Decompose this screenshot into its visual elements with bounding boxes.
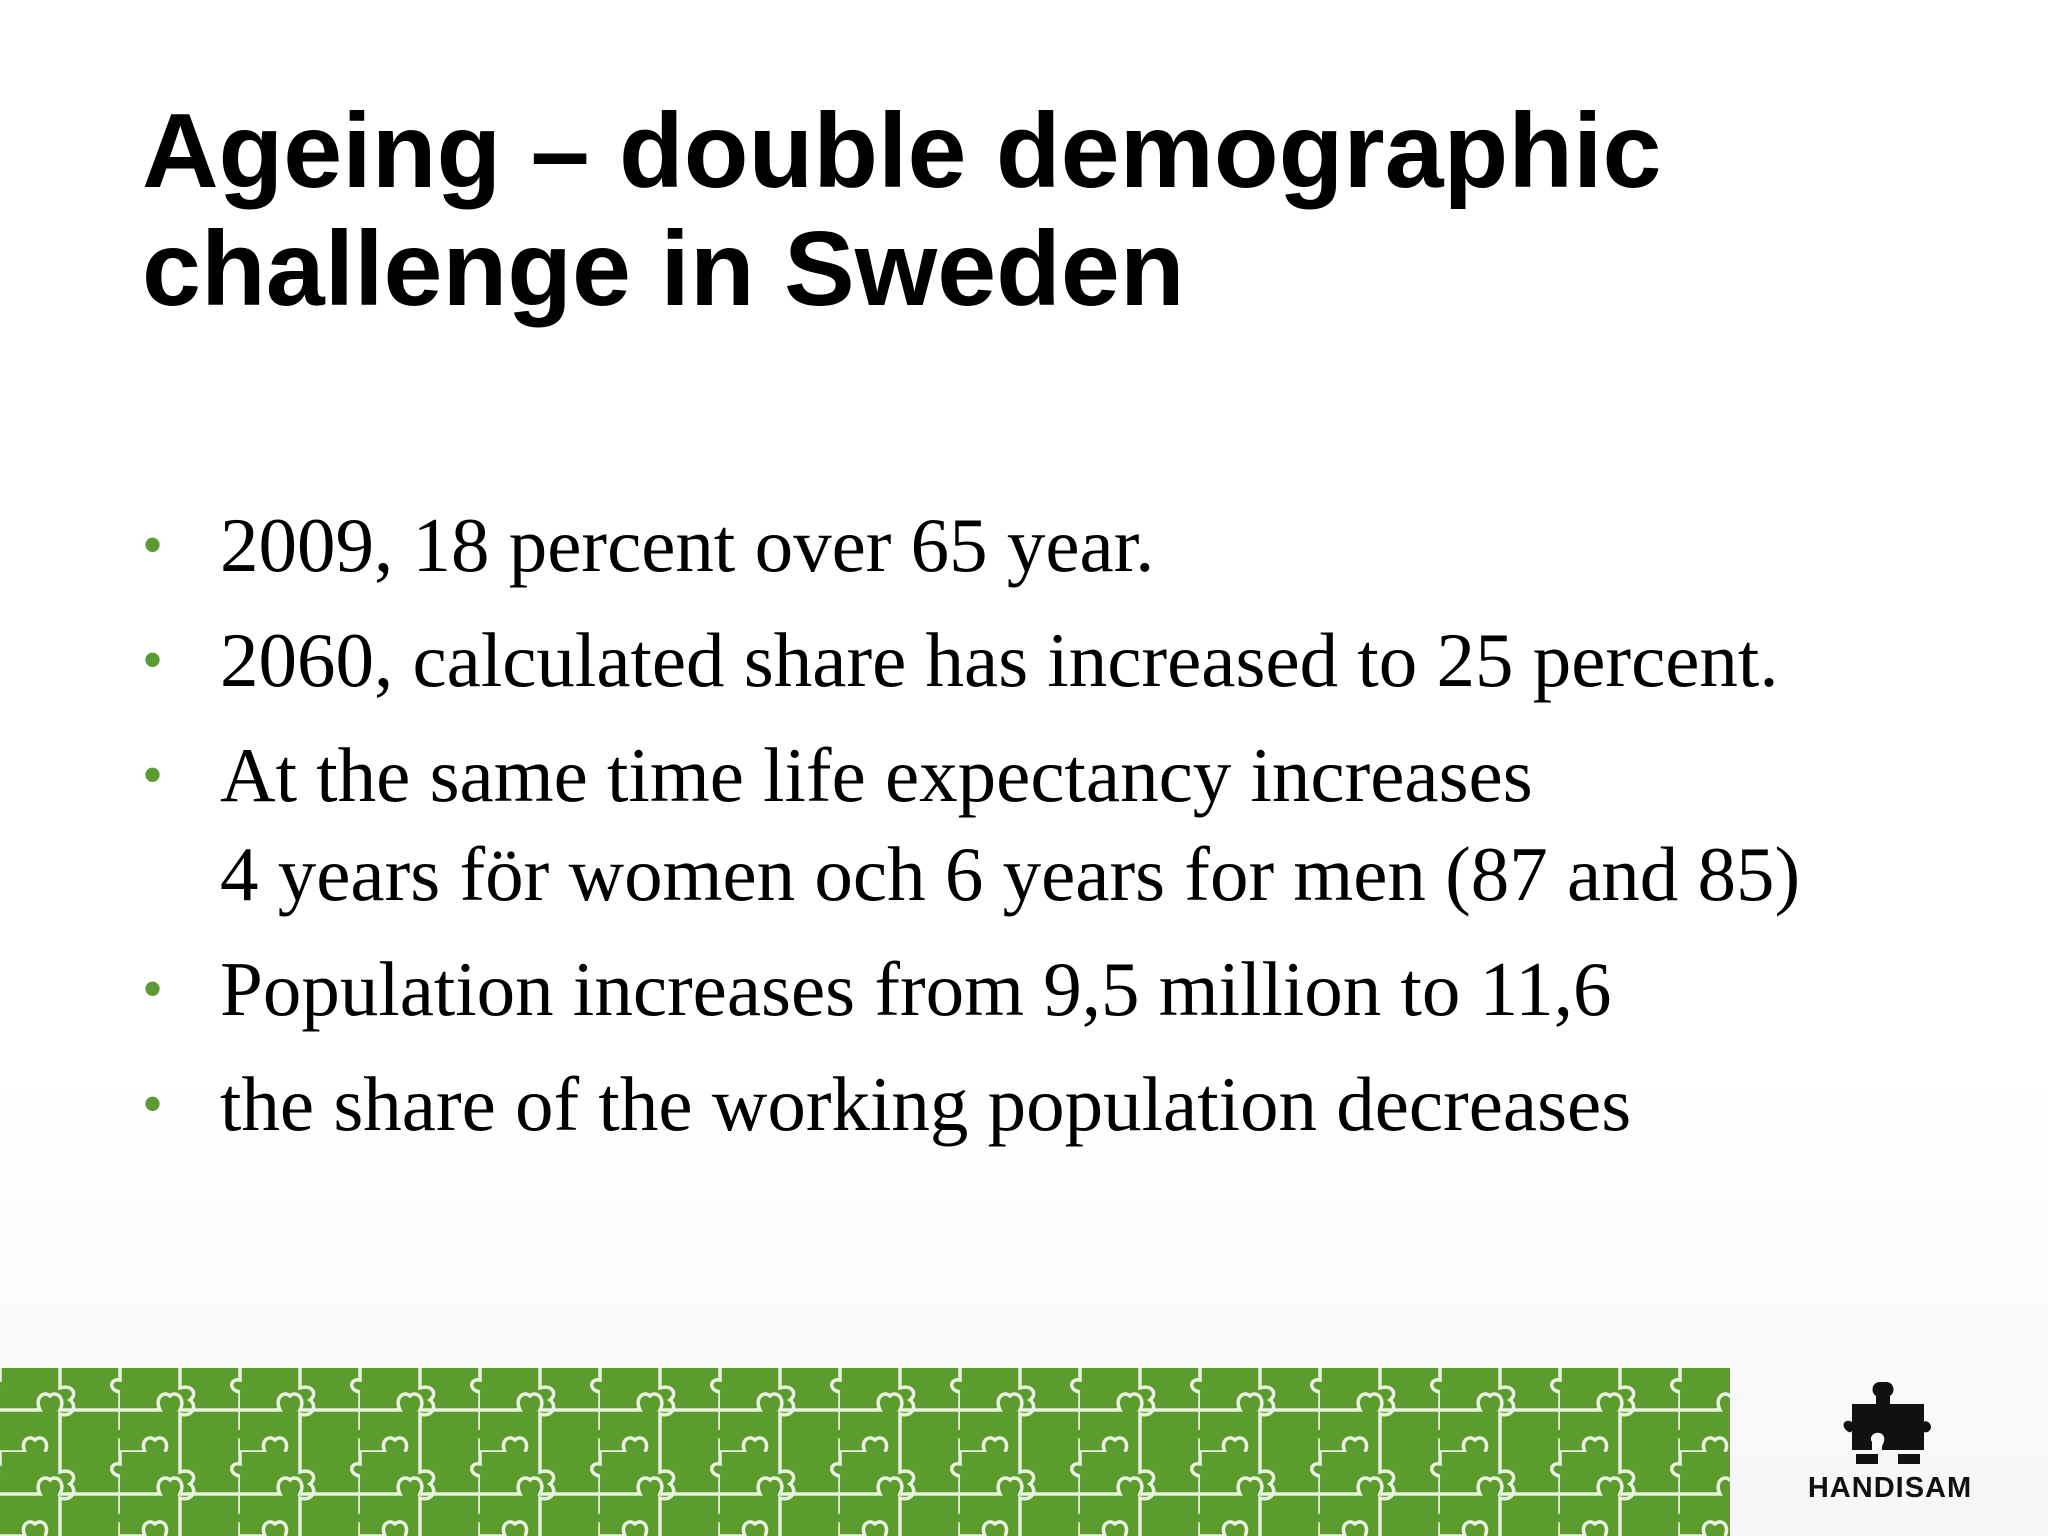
bullet-item xyxy=(142,726,2002,924)
bullet-text xyxy=(220,726,2002,924)
title-line: Ageing – double demographic xyxy=(142,92,1662,210)
bullet-line: 2009, 18 percent over 65 year. xyxy=(220,502,1155,588)
bullet-dot-icon: • xyxy=(142,627,164,693)
bullet-text xyxy=(220,1055,2002,1154)
bullet-item xyxy=(142,940,2002,1039)
puzzle-piece-icon xyxy=(1842,1376,1934,1468)
bullet-line: At the same time life expectancy increases xyxy=(220,732,1533,818)
puzzle-pattern-icon xyxy=(0,1368,1730,1536)
bullet-dot-icon: • xyxy=(142,512,164,578)
bullet-text xyxy=(220,496,2002,595)
puzzle-pattern-band xyxy=(0,1368,1730,1536)
title-line: challenge in Sweden xyxy=(142,210,1185,328)
bullet-dot-icon: • xyxy=(142,956,164,1022)
handisam-logo xyxy=(1790,1372,1990,1522)
logo-text: HANDISAM xyxy=(1807,1472,1973,1504)
bullet-line: 4 years för women och 6 years for men (87 and 85) xyxy=(220,831,1801,917)
bullet-item xyxy=(142,496,2002,595)
bullet-line: the share of the working population decreases xyxy=(220,1061,1632,1147)
bullet-dot-icon: • xyxy=(142,742,164,808)
bullet-line: Population increases from 9,5 million to 11,6 xyxy=(220,946,1612,1032)
bullet-text xyxy=(220,611,2002,710)
bullet-line: 2060, calculated share has increased to 25 percent. xyxy=(220,617,1779,703)
bullet-item xyxy=(142,1055,2002,1154)
bullet-text xyxy=(220,940,2002,1039)
bullet-item xyxy=(142,611,2002,710)
bullet-dot-icon: • xyxy=(142,1071,164,1137)
slide-title xyxy=(142,92,1942,328)
bullet-list xyxy=(142,496,2002,1170)
